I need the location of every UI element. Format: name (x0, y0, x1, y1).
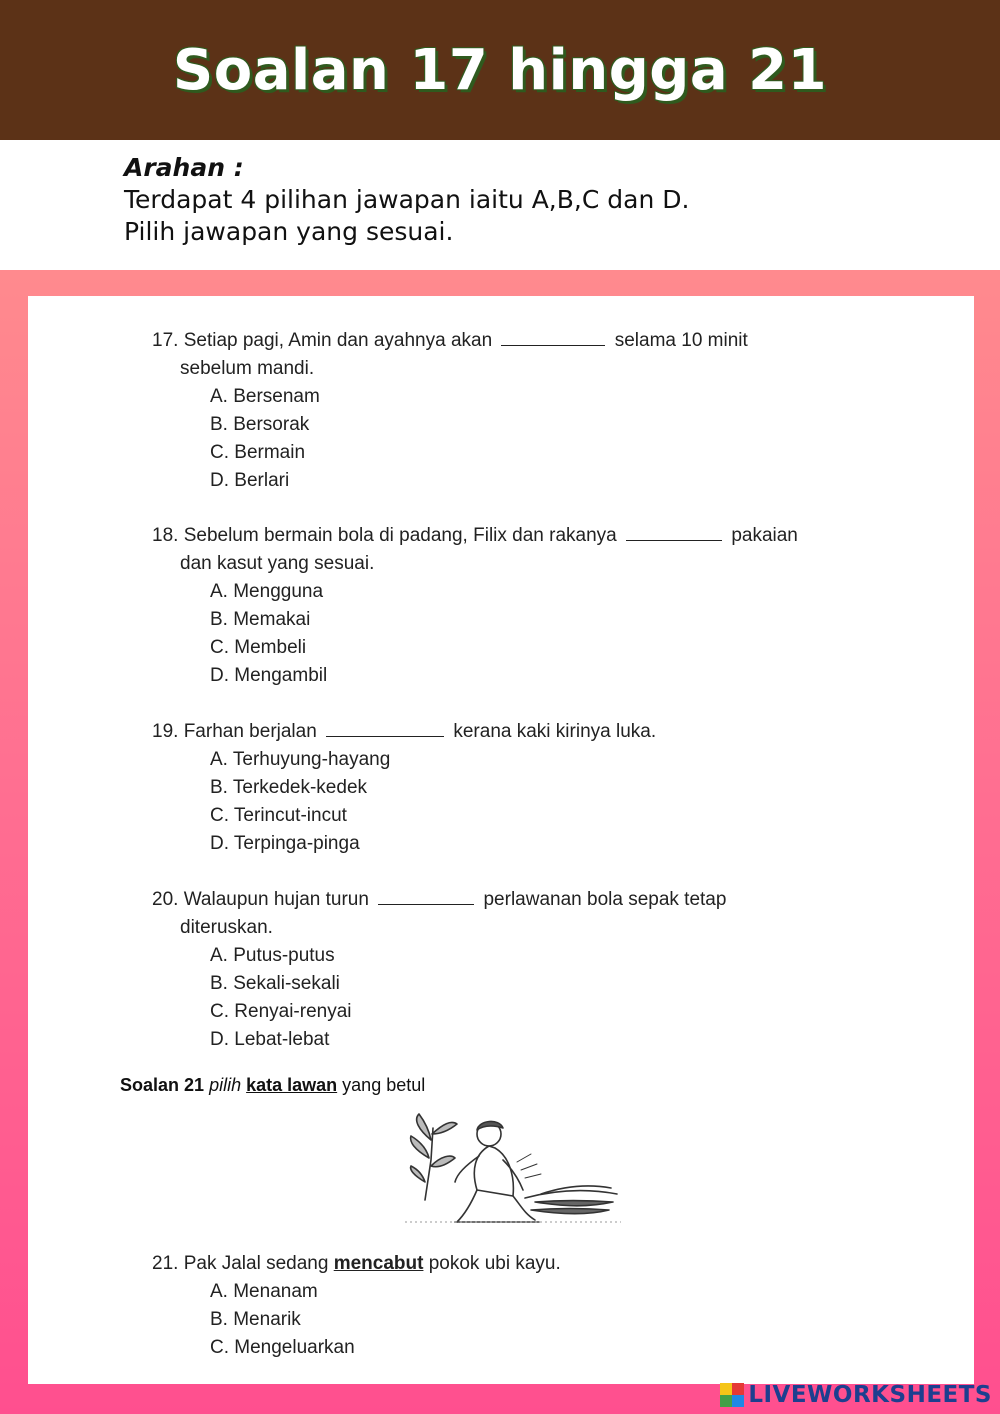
instructions-label: Arahan : (124, 153, 244, 182)
instructions-line-1: Terdapat 4 pilihan jawapan iaitu A,B,C dan D. (124, 185, 690, 214)
answer-blank[interactable] (626, 522, 722, 541)
question-stem-before: Walaupun hujan turun (183, 889, 369, 910)
question-stem-after: perlawanan bola sepak tetap (483, 889, 727, 910)
question-stem-after: pokok ubi kayu. (428, 1253, 561, 1274)
option-c[interactable]: C. Bermain (210, 442, 306, 463)
option-a[interactable]: A. Menanam (210, 1281, 318, 1302)
question-stem-before: Sebelum bermain bola di padang, Filix dan rakanya (183, 525, 617, 546)
question-stem-after: selama 10 minit (614, 330, 748, 351)
option-b[interactable]: B. Sekali-sekali (210, 973, 340, 994)
answer-blank[interactable] (501, 327, 605, 346)
question-21 (152, 1250, 561, 1362)
question-stem-before: Farhan berjalan (183, 721, 317, 742)
section-21-label: Soalan 21 (120, 1075, 205, 1095)
liveworksheets-brand (720, 1382, 992, 1408)
question-stem-before: Pak Jalal sedang (183, 1253, 329, 1274)
question-stem-after: kerana kaki kirinya luka. (453, 721, 657, 742)
option-a[interactable]: A. Terhuyung-hayang (210, 749, 391, 770)
question-stem-after: pakaian (731, 525, 798, 546)
option-c[interactable]: C. Terincut-incut (210, 805, 347, 826)
section-21-keyword: kata lawan (246, 1075, 338, 1095)
option-b[interactable]: B. Bersorak (210, 414, 310, 435)
question-20 (152, 886, 726, 1054)
option-b[interactable]: B. Memakai (210, 609, 311, 630)
option-d[interactable]: D. Berlari (210, 470, 290, 491)
option-b[interactable]: B. Menarik (210, 1309, 301, 1330)
option-a[interactable]: A. Putus-putus (210, 945, 335, 966)
question-17 (152, 327, 748, 495)
instructions-line-2: Pilih jawapan yang sesuai. (124, 217, 454, 246)
option-c[interactable]: C. Renyai-renyai (210, 1001, 352, 1022)
option-c[interactable]: C. Membeli (210, 637, 307, 658)
question-stem-line2: dan kasut yang sesuai. (180, 553, 375, 574)
option-d[interactable]: D. Terpinga-pinga (210, 833, 360, 854)
title-banner (0, 0, 1000, 140)
brand-name: LIVEWORKSHEETS (748, 1382, 992, 1408)
option-b[interactable]: B. Terkedek-kedek (210, 777, 368, 798)
section-21-heading (120, 1073, 425, 1097)
answer-blank[interactable] (378, 886, 474, 905)
option-d[interactable]: D. Lebat-lebat (210, 1029, 330, 1050)
option-d[interactable]: D. Mengambil (210, 665, 328, 686)
question-stem-line2: diteruskan. (180, 917, 273, 938)
question-number: 18. (152, 525, 179, 546)
question-keyword: mencabut (333, 1253, 424, 1274)
section-21-rest: yang betul (342, 1075, 426, 1095)
question-stem-line2: sebelum mandi. (180, 358, 315, 379)
question-19 (152, 718, 656, 858)
question-number: 21. (152, 1253, 179, 1274)
question-number: 17. (152, 330, 179, 351)
option-a[interactable]: A. Mengguna (210, 581, 324, 602)
question-stem-before: Setiap pagi, Amin dan ayahnya akan (183, 330, 493, 351)
answer-blank[interactable] (326, 718, 444, 737)
option-c[interactable]: C. Mengeluarkan (210, 1337, 355, 1358)
question-number: 19. (152, 721, 179, 742)
instructions (124, 152, 984, 248)
man-uprooting-plant-illustration (385, 1110, 625, 1230)
question-number: 20. (152, 889, 179, 910)
section-21-italic: pilih (209, 1075, 242, 1095)
option-a[interactable]: A. Bersenam (210, 386, 320, 407)
liveworksheets-logo-icon (720, 1383, 744, 1407)
page-title: Soalan 17 hingga 21 (172, 37, 828, 103)
question-18 (152, 522, 798, 690)
